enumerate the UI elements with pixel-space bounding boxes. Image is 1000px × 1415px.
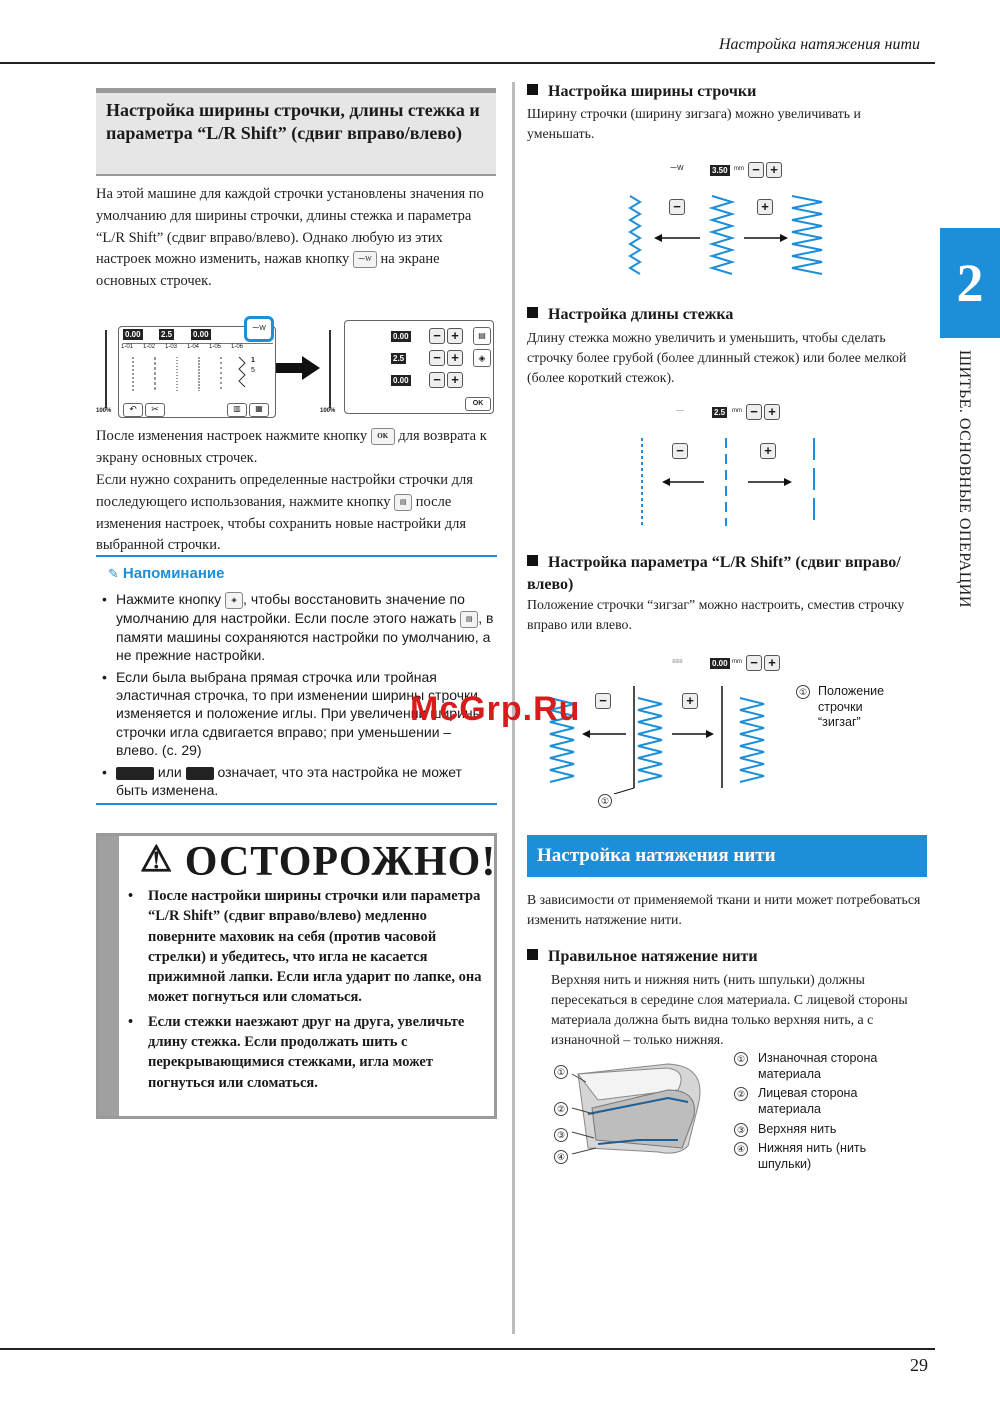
screen2-width-plus[interactable]: + [447, 328, 463, 344]
shift-diagram-minus: − [595, 693, 611, 709]
arrow-right-icon [276, 356, 320, 380]
tension-section-band: Настройка натяжения нити [527, 835, 927, 877]
memo-item-1 [100, 590, 495, 665]
length-diagram-minus: − [672, 443, 688, 459]
shift-icon: ≡≡≡ [672, 659, 683, 665]
intro-text-b: на экране основных строчек. [96, 251, 440, 289]
screen2-shift-minus[interactable]: − [429, 372, 445, 388]
length-diagram-plus: + [760, 443, 776, 459]
warning-item-2: • Если стежки наезжают друг на друга, увеличьте длину стежка. Если продолжать шить с перекрывающимися стежками, игла может погнуться или сломаться. [124, 1012, 488, 1093]
screen2-ok-button[interactable]: OK [465, 397, 491, 411]
memory-icon-inline: ▤ [460, 611, 478, 628]
memo-title [108, 565, 224, 582]
length-heading [527, 306, 733, 324]
length-minus-button[interactable]: − [746, 404, 762, 420]
intro-text-a: На этой машине для каждой строчки установлены значения по умолчанию для ширины строчки, длины стежка и параметра “L/R Shift” (сдвиг вправо/влево). Однако любую из этих настроек можно изменить, нажав кнопку [96, 186, 484, 268]
shift-callout-num: ① [598, 794, 612, 808]
screen1-percent: 100% [96, 408, 112, 414]
memo-item-1-a: Нажмите кнопку [116, 591, 222, 607]
reset-icon: ◈ [225, 592, 243, 609]
screen1-shift-value: 0.00 [193, 330, 209, 339]
save-text-b: после изменения настроек, чтобы сохранить новые настройки для выбранной строчки. [96, 493, 467, 554]
warning-title [140, 838, 496, 886]
memo-item-3-b: означает, что эта настройка не может быть изменена. [116, 763, 462, 799]
screen1-tab-2[interactable]: 1-02 [143, 344, 156, 350]
fabric-legend-2-num: ② [734, 1087, 748, 1101]
warning-title-text: ОСТОРОЖНО! [184, 839, 497, 885]
square-bullet [527, 555, 538, 566]
shift-control [672, 655, 792, 673]
shift-plus-button[interactable]: + [764, 655, 780, 671]
shift-value: 0.00 [712, 659, 728, 668]
screen1-grid-icon[interactable]: ▦ [249, 403, 269, 417]
warning-stripe [99, 836, 119, 1116]
memo-item-3-a: или [157, 763, 182, 780]
fabric-legend-item-1 [734, 1051, 904, 1082]
correct-heading-text: Правильное натяжение нити [548, 948, 758, 965]
save-text-a: Если нужно сохранить определенные настройки строчки для последующего использования, нажмите кнопку [96, 472, 473, 510]
warning-item-1: • После настройки ширины строчки или параметра “L/R Shift” (сдвиг вправо/влево) медленно поверните маховик на себя (против часовой стрелки) и убедитесь, что игла не касается прижимной лапки. Если игла ударит по лапке, она может погнуться или сломаться. [124, 886, 488, 1008]
warning-triangle-icon: ⚠ [140, 839, 174, 879]
fabric-legend-3-num: ③ [734, 1123, 748, 1137]
memo-item-2: • Если была выбрана прямая строчка или тройная эластичная строчка, то при изменении ширины строчки изменяется и положение иглы. При увеличении ширины строчки игла сдвигается вправо; при уменьшении – влево. (с. 29) [100, 668, 495, 760]
fabric-callout-2 [554, 1100, 574, 1118]
fabric-callout-1-num: ① [554, 1065, 568, 1079]
screen2-length-value: 2.5 [393, 354, 405, 363]
fabric-callout-2-num: ② [554, 1102, 568, 1116]
fabric-legend-item-3 [734, 1122, 904, 1138]
settings-key-highlight[interactable]: ⁓W [244, 316, 274, 342]
header-rule [0, 62, 935, 64]
screen1-book-icon[interactable]: ▥ [227, 403, 247, 417]
warning-list [124, 886, 488, 1097]
intro-paragraph [96, 184, 496, 293]
after-text-b: для возврата к экрану основных строчек. [96, 428, 487, 466]
square-bullet [527, 84, 538, 95]
memo-item-3 [100, 763, 495, 800]
length-stitch-diagram [630, 436, 830, 528]
chapter-tab: 2 [940, 228, 1000, 338]
ok-icon: OK [371, 428, 395, 445]
running-header: Настройка натяжения нити [718, 36, 920, 53]
screen-stitch-settings [320, 318, 495, 418]
width-plus-button[interactable]: + [766, 162, 782, 178]
memo-item-1-c: , в памяти машины сохраняются настройки по умолчанию, а не прежние настройки. [116, 609, 494, 664]
width-control [670, 162, 790, 180]
length-heading-text: Настройка длины стежка [548, 306, 734, 323]
screen2-memory-icon[interactable]: ▤ [473, 327, 491, 345]
length-value: 2.5 [714, 408, 726, 417]
shift-minus-button[interactable]: − [746, 655, 762, 671]
length-plus-button[interactable]: + [764, 404, 780, 420]
correct-heading [527, 948, 758, 966]
watermark: McGrp.Ru [410, 690, 581, 728]
shift-text: Положение строчки “зигзаг” можно настроить, сместив строчку вправо или влево. [527, 597, 905, 632]
width-icon: ⁓W [670, 165, 684, 172]
screen2-length-plus[interactable]: + [447, 350, 463, 366]
footer-rule [0, 1348, 935, 1350]
memory-icon: ▤ [394, 494, 412, 511]
correct-text: Верхняя нить и нижняя нить (нить шпульки) должны пересекаться в середине слоя материала. С лицевой стороны материала должна быть видна только верхняя нить, а с изнаночной – только нижняя. [551, 972, 908, 1047]
after-change-paragraph [96, 426, 496, 470]
fabric-callout-3-num: ③ [554, 1128, 568, 1142]
length-control [676, 404, 796, 422]
page-number: 29 [910, 1355, 928, 1375]
save-paragraph [96, 470, 496, 557]
length-text: Длину стежка можно увеличить и уменьшить, чтобы сделать строчку более грубой (более длинный стежок) или более мелкой (более короткий стежок). [527, 330, 907, 385]
locked-value-icon [116, 767, 154, 780]
screen1-tab-6[interactable]: 1-06 [231, 344, 244, 350]
fabric-callout-3 [554, 1126, 574, 1144]
width-value: 3.50 [712, 166, 728, 175]
fabric-callout-4 [554, 1148, 574, 1166]
shift-legend-num: ① [796, 685, 810, 699]
length-icon: ---- [676, 408, 684, 414]
shift-heading [527, 552, 927, 595]
width-diagram-minus: − [669, 199, 685, 215]
tension-text: В зависимости от применяемой ткани и нити может потребоваться изменить натяжение нити. [527, 892, 921, 927]
fabric-legend-1-text: Изнаночная сторона материала [758, 1051, 878, 1081]
pencil-icon: ✎ [108, 566, 119, 581]
screen2-shift-plus[interactable]: + [447, 372, 463, 388]
screen2-percent: 100% [320, 408, 336, 414]
screen1-tab-3[interactable]: 1-03 [165, 344, 178, 350]
fabric-callout-1 [554, 1063, 574, 1081]
width-stitch-diagram [620, 192, 830, 282]
fabric-legend-2-text: Лицевая сторона материала [758, 1086, 858, 1116]
section-title: Настройка ширины строчки, длины стежка и параметра “L/R Shift” (сдвиг вправо/влево) [96, 88, 496, 176]
screen2-lcd [344, 320, 494, 414]
width-heading-text: Настройка ширины строчки [548, 83, 757, 100]
shift-diagram-plus: + [682, 693, 698, 709]
screen1-tab-4[interactable]: 1-04 [187, 344, 200, 350]
square-bullet [527, 949, 538, 960]
length-unit: mm [732, 408, 742, 414]
screen1-return-icon[interactable]: ↶ [123, 403, 143, 417]
locked-value-small-icon [186, 767, 214, 780]
screen1-scissors-icon[interactable]: ✂ [145, 403, 165, 417]
memo-item-1-b: , чтобы восстановить значение по умолчанию для настройки. Если после этого нажать [116, 591, 465, 626]
square-bullet [527, 307, 538, 318]
screen2-width-value: 0.00 [393, 332, 409, 341]
screen2-shift-value: 0.00 [393, 376, 409, 385]
shift-heading-text: Настройка параметра “L/R Shift” (сдвиг вправо/влево) [527, 554, 901, 593]
chapter-name: ШИТЬЕ. ОСНОВНЫЕ ОПЕРАЦИИ [956, 350, 973, 608]
fabric-legend-item-2 [734, 1086, 904, 1117]
shift-legend-text: Положение строчки “зигзаг” [818, 684, 885, 730]
fabric-legend-1-num: ① [734, 1052, 748, 1066]
screen2-reset-icon[interactable]: ◈ [473, 349, 491, 367]
width-heading [527, 83, 756, 101]
fabric-legend-item-4 [734, 1141, 904, 1172]
after-text-a: После изменения настроек нажмите кнопку [96, 428, 368, 444]
shift-callout-1 [598, 792, 618, 810]
screen1-width-value: 0.00 [125, 330, 141, 339]
shift-unit: mm [732, 659, 742, 665]
screen2-length-minus[interactable]: − [429, 350, 445, 366]
screen1-counter: 1 [251, 357, 255, 364]
screen2-side-gauge [320, 318, 340, 418]
stitch-settings-icon: ⁓W [353, 251, 377, 268]
screen1-tab-1[interactable]: 1-01 [121, 344, 134, 350]
fabric-legend [734, 1051, 904, 1172]
screen1-counter-sub: 5 [251, 367, 255, 374]
shift-legend [796, 684, 906, 731]
fabric-legend-3-text: Верхняя нить [758, 1121, 837, 1136]
screen2-width-minus[interactable]: − [429, 328, 445, 344]
screen1-side-gauge [96, 318, 116, 418]
fabric-callout-4-num: ④ [554, 1150, 568, 1164]
fabric-legend-4-text: Нижняя нить (нить шпульки) [758, 1141, 867, 1171]
screen1-length-value: 2.5 [161, 330, 173, 339]
width-diagram-plus: + [757, 199, 773, 215]
fabric-legend-4-num: ④ [734, 1142, 748, 1156]
screen1-tab-5[interactable]: 1-05 [209, 344, 222, 350]
width-minus-button[interactable]: − [748, 162, 764, 178]
memo-title-text: Напоминание [122, 565, 225, 582]
width-unit: mm [734, 166, 744, 172]
width-text: Ширину строчки (ширину зигзага) можно увеличивать и уменьшать. [527, 106, 861, 141]
